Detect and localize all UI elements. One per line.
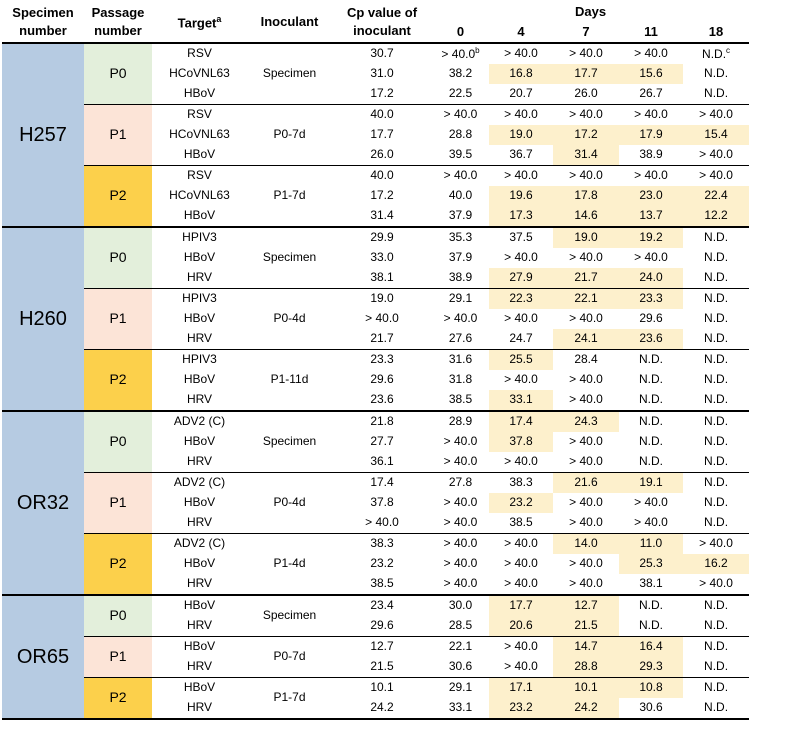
day-value-cell: 17.4 — [489, 411, 553, 432]
day-value-cell: 17.8 — [553, 186, 619, 206]
day-value-cell: N.D. — [619, 411, 683, 432]
cp-value-cell: 19.0 — [332, 289, 432, 310]
day-value-cell: 20.7 — [509, 86, 533, 101]
day-value-cell: 23.6 — [619, 329, 683, 350]
day-value-cell: > 40.0 — [489, 637, 553, 658]
day-value-cell: > 40.0 — [504, 311, 538, 326]
inoculant-cell: P1-7d — [247, 166, 332, 228]
day-value-cell: > 40.0 — [619, 105, 683, 126]
day-value-cell: N.D. — [704, 434, 729, 449]
col-header-day-4: 4 — [517, 24, 525, 40]
col-header-passage-line2: number — [94, 23, 142, 38]
table-row — [2, 166, 749, 187]
day-value-cell: N.D. — [704, 311, 729, 326]
day-value-cell: 19.6 — [489, 186, 553, 206]
day-value-cell: 20.6 — [489, 616, 553, 637]
day-value-cell: 13.7 — [619, 206, 683, 227]
day-value-cell: 22.4 — [683, 186, 749, 206]
day-value-cell: > 40.0 — [489, 534, 553, 555]
day-value-cell: > 40.0 — [553, 105, 619, 126]
cp-value-cell: 38.1 — [370, 270, 394, 285]
day-value-cell: 37.5 — [489, 227, 553, 248]
target-cell: ADV2 (C) — [152, 534, 247, 555]
day-value-cell: N.D. — [683, 411, 749, 432]
passage-label: P0 — [84, 411, 152, 473]
cp-value-cell: > 40.0 — [365, 515, 399, 530]
day-value-cell: > 40.0 — [683, 105, 749, 126]
day-value-cell: 23.2 — [489, 698, 553, 719]
inoculant-cell: Specimen — [247, 411, 332, 473]
day-value-cell: > 40.0 — [443, 556, 478, 571]
day-value-cell: N.D. — [704, 86, 729, 101]
day-value-cell: 28.9 — [432, 411, 489, 432]
day-value-cell: N.D. — [683, 350, 749, 371]
specimen-section — [2, 227, 749, 411]
col-header-day-7: 7 — [582, 24, 590, 40]
col-header-passage-line1: Passage — [91, 5, 145, 21]
col-header-cp-line2: inoculant — [353, 23, 411, 38]
col-header-day-18: 18 — [708, 24, 724, 40]
day-value-cell: 38.5 — [509, 515, 533, 530]
col-header-day-11: 11 — [644, 24, 658, 40]
table-row — [2, 43, 749, 64]
cp-value-cell: 17.2 — [370, 86, 394, 101]
day-value-cell: 24.3 — [553, 411, 619, 432]
day-value-cell: 38.5 — [448, 392, 473, 407]
passage-label: P2 — [84, 678, 152, 720]
day-value-cell: N.D. — [639, 372, 663, 387]
cp-value-cell: 40.0 — [332, 166, 432, 187]
day-value-cell: N.D. — [704, 331, 729, 346]
day-value-cell: > 40.0 — [489, 105, 553, 126]
col-header-day-0: 0 — [456, 24, 465, 40]
day-value-cell: 27.6 — [448, 331, 473, 346]
day-value-cell: 25.3 — [619, 554, 683, 574]
day-value-cell: > 40.0 — [443, 434, 478, 449]
day-value-cell: N.D. — [704, 270, 729, 285]
target-cell: HRV — [186, 331, 213, 346]
target-cell: HBoV — [152, 678, 247, 699]
cp-value-cell: 36.1 — [370, 454, 394, 469]
day-value-cell: 39.5 — [448, 147, 473, 162]
day-value-cell: N.D. — [704, 515, 729, 530]
target-cell: HRV — [186, 270, 213, 285]
cp-value-cell: 31.4 — [370, 208, 394, 223]
cp-value-cell: 17.7 — [370, 127, 394, 142]
target-cell: HBoV — [183, 434, 216, 449]
day-value-cell: N.D. — [704, 392, 729, 407]
day-value-cell: 28.5 — [448, 618, 473, 633]
inoculant-cell: P1-4d — [247, 534, 332, 596]
day-value-cell: > 40.0 — [553, 43, 619, 64]
day-value-cell: N.D. — [704, 66, 729, 81]
day-value-cell: N.D. — [639, 434, 663, 449]
day-value-cell: > 40.0 — [569, 495, 603, 510]
day-value-cell: 11.0 — [619, 534, 683, 555]
day-value-cell: N.D. — [704, 495, 729, 510]
day-value-cell: 17.1 — [489, 678, 553, 699]
day-value-cell: 17.2 — [553, 125, 619, 145]
day-value-cell: N.D. — [683, 289, 749, 310]
target-cell: HBoV — [183, 147, 216, 162]
table-row — [2, 678, 749, 699]
passage-label: P2 — [84, 166, 152, 228]
day-value-cell: N.D. — [619, 595, 683, 616]
day-value-cell: N.D. — [704, 659, 729, 674]
day-value-cell: 38.2 — [448, 66, 473, 81]
day-value-cell: 26.7 — [639, 86, 663, 101]
cp-value-cell: 29.9 — [332, 227, 432, 248]
day-value-cell: 21.5 — [553, 616, 619, 637]
target-cell: HPIV3 — [152, 227, 247, 248]
cp-value-cell: 31.0 — [370, 66, 394, 81]
table-row — [2, 637, 749, 658]
target-cell: HRV — [186, 618, 213, 633]
day-value-cell: > 40.0 — [569, 556, 603, 571]
day-value-cell: 26.0 — [574, 86, 598, 101]
day-value-cell: 28.4 — [553, 350, 619, 371]
day-value-cell: 14.6 — [553, 206, 619, 227]
col-header-target — [152, 2, 247, 43]
day-value-cell: 37.9 — [448, 208, 473, 223]
day-value-cell: 24.2 — [553, 698, 619, 719]
cp-value-cell: > 40.0 — [365, 311, 399, 326]
day-value-cell: > 40.0 — [504, 454, 538, 469]
day-value-cell: 19.0 — [489, 125, 553, 145]
day-value-cell: > 40.0 — [569, 392, 603, 407]
target-cell: HPIV3 — [152, 350, 247, 371]
day-value-cell: > 40.0 — [553, 166, 619, 187]
day-value-cell: 19.0 — [553, 227, 619, 248]
passage-label: P1 — [84, 637, 152, 678]
day-value-cell: > 40.0 — [569, 250, 603, 265]
specimen-label: OR65 — [2, 595, 84, 719]
target-cell: HCoVNL63 — [169, 127, 230, 142]
day-value-cell: > 40.0 — [634, 250, 668, 265]
day-value-cell: 16.2 — [683, 554, 749, 574]
day-value-cell: N.D.$^c$ — [683, 43, 749, 64]
passage-label: P0 — [84, 595, 152, 637]
target-cell: HRV — [186, 392, 213, 407]
day-value-cell: > 40.0 — [569, 454, 603, 469]
day-value-cell: 24.7 — [509, 331, 533, 346]
day-value-cell: N.D. — [639, 618, 663, 633]
day-value-cell: 38.9 — [639, 147, 663, 162]
target-cell: HRV — [186, 515, 213, 530]
day-value-cell: > 40.0$^b$ — [432, 43, 489, 64]
day-value-cell: N.D. — [639, 454, 663, 469]
day-value-cell: 31.8 — [448, 372, 473, 387]
day-value-cell: N.D. — [639, 392, 663, 407]
day-value-cell: 22.3 — [489, 289, 553, 310]
inoculant-cell: P0-7d — [247, 637, 332, 678]
day-value-cell: N.D. — [704, 700, 729, 715]
specimen-section — [2, 43, 749, 227]
day-value-cell: 10.8 — [619, 678, 683, 699]
inoculant-cell: Specimen — [247, 227, 332, 289]
day-value-cell: 22.1 — [553, 289, 619, 310]
day-value-cell: 23.3 — [619, 289, 683, 310]
table-row — [2, 595, 749, 616]
cp-value-cell: 38.5 — [370, 576, 394, 591]
day-value-cell: 10.1 — [553, 678, 619, 699]
day-value-cell: 14.7 — [553, 637, 619, 658]
day-value-cell: 15.6 — [619, 64, 683, 84]
target-cell: RSV — [152, 166, 247, 187]
day-value-cell: > 40.0 — [504, 659, 538, 674]
inoculant-cell: Specimen — [247, 43, 332, 105]
table-row — [2, 227, 749, 248]
cp-value-cell: 37.8 — [370, 495, 394, 510]
day-value-cell: > 40.0 — [683, 534, 749, 555]
day-value-cell: 23.2 — [489, 493, 553, 513]
cp-value-cell: 29.6 — [370, 618, 394, 633]
day-value-cell: N.D. — [704, 454, 729, 469]
target-cell: HBoV — [183, 495, 216, 510]
day-value-cell: > 40.0 — [432, 166, 489, 187]
day-value-cell: 19.2 — [619, 227, 683, 248]
day-value-cell: 37.9 — [448, 250, 473, 265]
target-cell: HBoV — [152, 637, 247, 658]
day-value-cell: > 40.0 — [489, 43, 553, 64]
inoculant-cell: P0-4d — [247, 289, 332, 350]
day-value-cell: > 40.0 — [569, 311, 603, 326]
target-cell: HBoV — [183, 208, 216, 223]
passage-label: P2 — [84, 350, 152, 412]
cp-value-cell: 17.2 — [370, 188, 394, 203]
inoculant-cell: P0-4d — [247, 473, 332, 534]
day-value-cell: 33.1 — [448, 700, 473, 715]
table-row — [2, 289, 749, 310]
passage-label: P1 — [84, 289, 152, 350]
day-value-cell: > 40.0 — [504, 576, 538, 591]
cp-value-cell: 10.1 — [332, 678, 432, 699]
cp-value-cell: 30.7 — [332, 43, 432, 64]
passage-label: P0 — [84, 43, 152, 105]
day-value-cell: > 40.0 — [699, 147, 733, 162]
day-value-cell: N.D. — [683, 678, 749, 699]
target-cell: HBoV — [152, 595, 247, 616]
day-value-cell: > 40.0 — [634, 515, 668, 530]
footnote-marker: c — [726, 45, 731, 55]
day-value-cell: 38.3 — [489, 473, 553, 494]
table-header — [2, 2, 749, 43]
day-value-cell: N.D. — [683, 595, 749, 616]
day-value-cell: > 40.0 — [569, 434, 603, 449]
day-value-cell: N.D. — [683, 227, 749, 248]
cp-value-table — [2, 2, 749, 720]
day-value-cell: > 40.0 — [443, 495, 478, 510]
col-header-specimen-line1: Specimen — [12, 5, 74, 21]
day-value-cell: 35.3 — [432, 227, 489, 248]
day-value-cell: > 40.0 — [569, 576, 603, 591]
specimen-label: H257 — [2, 43, 84, 227]
table-row — [2, 350, 749, 371]
day-value-cell: 14.0 — [553, 534, 619, 555]
day-value-cell: 33.1 — [489, 390, 553, 411]
day-value-cell: > 40.0 — [569, 372, 603, 387]
day-value-cell: > 40.0 — [619, 43, 683, 64]
day-value-cell: 12.2 — [683, 206, 749, 227]
day-value-cell: > 40.0 — [443, 576, 478, 591]
day-value-cell: 21.7 — [553, 268, 619, 289]
table-row — [2, 411, 749, 432]
target-cell: HBoV — [183, 556, 216, 571]
col-header-specimen-line2: number — [19, 23, 67, 38]
col-header-specimen — [2, 2, 84, 43]
day-value-cell: 28.8 — [448, 127, 473, 142]
cp-value-cell: 29.6 — [370, 372, 394, 387]
cp-value-cell: 38.3 — [332, 534, 432, 555]
passage-label: P0 — [84, 227, 152, 289]
day-value-cell: 21.6 — [553, 473, 619, 494]
day-value-cell: 29.1 — [432, 678, 489, 699]
day-value-cell: 17.9 — [619, 125, 683, 145]
day-value-cell: N.D. — [704, 372, 729, 387]
day-value-cell: 29.6 — [639, 311, 663, 326]
day-value-cell: 24.0 — [619, 268, 683, 289]
table-row — [2, 534, 749, 555]
day-value-cell: > 40.0 — [443, 515, 478, 530]
target-cell: HRV — [186, 700, 213, 715]
day-value-cell: 25.5 — [489, 350, 553, 371]
col-header-inoculant: Inoculant — [260, 14, 319, 30]
day-value-cell: N.D. — [619, 350, 683, 371]
header-row-1 — [2, 2, 749, 22]
target-cell: HRV — [186, 576, 213, 591]
day-value-cell: 17.7 — [489, 595, 553, 616]
target-cell: HBoV — [183, 311, 216, 326]
day-value-cell: > 40.0 — [432, 105, 489, 126]
day-value-cell: 27.9 — [489, 268, 553, 289]
day-value-cell: 31.4 — [553, 145, 619, 166]
day-value-cell: 22.5 — [448, 86, 473, 101]
day-value-cell: 22.1 — [432, 637, 489, 658]
day-value-cell: 31.6 — [432, 350, 489, 371]
cp-value-cell: 33.0 — [370, 250, 394, 265]
cp-value-cell: 24.2 — [370, 700, 394, 715]
cp-value-cell: 26.0 — [370, 147, 394, 162]
inoculant-cell: P1-7d — [247, 678, 332, 720]
target-cell: HBoV — [183, 372, 216, 387]
inoculant-cell: Specimen — [247, 595, 332, 637]
col-header-days: Days — [574, 4, 607, 20]
day-value-cell: > 40.0 — [683, 166, 749, 187]
passage-label: P2 — [84, 534, 152, 596]
day-value-cell: 29.1 — [432, 289, 489, 310]
target-cell: HCoVNL63 — [169, 188, 230, 203]
day-value-cell: > 40.0 — [443, 454, 478, 469]
day-value-cell: 23.0 — [619, 186, 683, 206]
target-cell: HRV — [186, 454, 213, 469]
day-value-cell: > 40.0 — [634, 495, 668, 510]
day-value-cell: 12.7 — [553, 595, 619, 616]
col-header-passage — [84, 2, 152, 43]
cp-value-cell: 27.7 — [370, 434, 394, 449]
day-value-cell: 16.8 — [489, 64, 553, 84]
day-value-cell: N.D. — [704, 250, 729, 265]
day-value-cell: 19.1 — [619, 473, 683, 494]
day-value-cell: 16.4 — [619, 637, 683, 658]
day-value-cell: 30.6 — [448, 659, 473, 674]
col-header-cp-line1: Cp value of — [346, 5, 418, 21]
col-header-cp-value — [332, 2, 432, 43]
inoculant-cell: P1-11d — [247, 350, 332, 412]
day-value-cell: > 40.0 — [489, 166, 553, 187]
cp-value-cell: 21.5 — [370, 659, 394, 674]
day-value-cell: > 40.0 — [619, 166, 683, 187]
day-value-cell: 40.0 — [448, 188, 473, 203]
day-value-cell: > 40.0 — [569, 515, 603, 530]
day-value-cell: 28.8 — [553, 657, 619, 678]
target-cell: RSV — [152, 105, 247, 126]
day-value-cell: 37.8 — [489, 432, 553, 452]
day-value-cell: > 40.0 — [504, 556, 538, 571]
table-row — [2, 105, 749, 126]
passage-label: P1 — [84, 105, 152, 166]
col-header-target-label: Target — [177, 14, 217, 30]
cp-value-cell: 12.7 — [332, 637, 432, 658]
cp-value-cell: 21.8 — [332, 411, 432, 432]
target-cell: ADV2 (C) — [152, 411, 247, 432]
day-value-cell: 24.1 — [553, 329, 619, 350]
specimen-label: OR32 — [2, 411, 84, 595]
day-value-cell: 29.3 — [619, 657, 683, 678]
specimen-section — [2, 595, 749, 719]
cp-value-cell: 17.4 — [332, 473, 432, 494]
day-value-cell: N.D. — [683, 637, 749, 658]
target-cell: HPIV3 — [152, 289, 247, 310]
day-value-cell: > 40.0 — [504, 372, 538, 387]
day-value-cell: > 40.0 — [443, 311, 478, 326]
target-cell: HCoVNL63 — [169, 66, 230, 81]
inoculant-cell: P0-7d — [247, 105, 332, 166]
target-cell: HBoV — [183, 250, 216, 265]
day-value-cell: 17.3 — [489, 206, 553, 227]
day-value-cell: > 40.0 — [432, 534, 489, 555]
target-cell: RSV — [152, 43, 247, 64]
specimen-section — [2, 411, 749, 595]
passage-label: P1 — [84, 473, 152, 534]
day-value-cell: 36.7 — [509, 147, 533, 162]
day-value-cell: > 40.0 — [699, 576, 733, 591]
day-value-cell: N.D. — [683, 473, 749, 494]
target-cell: HBoV — [183, 86, 216, 101]
cp-value-cell: 23.3 — [332, 350, 432, 371]
day-value-cell: N.D. — [704, 618, 729, 633]
table-row — [2, 473, 749, 494]
cp-value-cell: 23.6 — [370, 392, 394, 407]
day-value-cell: 15.4 — [683, 125, 749, 145]
footnote-marker-a: a — [216, 13, 222, 24]
target-cell: HRV — [186, 659, 213, 674]
cp-value-cell: 23.2 — [370, 556, 394, 571]
day-value-cell: > 40.0 — [504, 250, 538, 265]
cp-value-cell: 23.4 — [332, 595, 432, 616]
day-value-cell: 30.6 — [639, 700, 663, 715]
day-value-cell: 38.1 — [639, 576, 663, 591]
day-value-cell: 38.9 — [448, 270, 473, 285]
specimen-label: H260 — [2, 227, 84, 411]
cp-value-cell: 40.0 — [332, 105, 432, 126]
target-cell: ADV2 (C) — [152, 473, 247, 494]
day-value-cell: 27.8 — [432, 473, 489, 494]
day-value-cell: 17.7 — [553, 64, 619, 84]
footnote-marker: b — [475, 45, 480, 55]
cp-value-cell: 21.7 — [370, 331, 394, 346]
day-value-cell: 30.0 — [432, 595, 489, 616]
